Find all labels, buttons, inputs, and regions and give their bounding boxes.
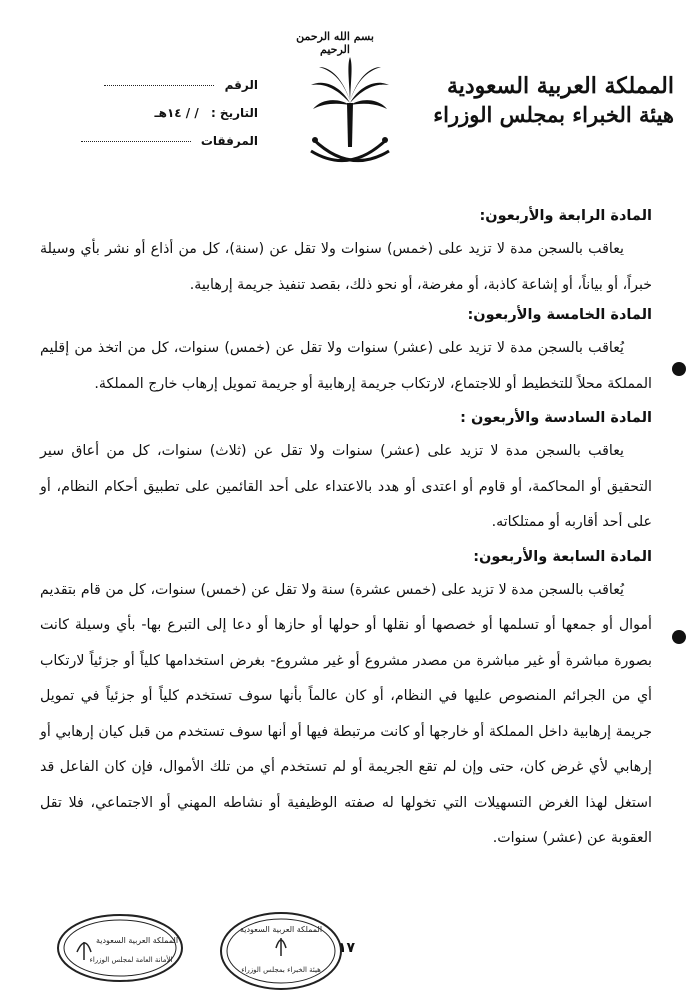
article-45-text: يُعاقب بالسجن مدة لا تزيد على (عشر) سنوات ولا تقل عن (خمس) سنوات، كل من اتخذ من إقليم المملكة محلاً للتخطيط أو للاجتماع، لارتكاب جريمة إرهابية أو جريمة تمويل إرهاب خارج المملكة. [40, 340, 652, 392]
org-country: المملكة العربية السعودية [446, 73, 674, 99]
svg-text:المملكة العربية السعودية: المملكة العربية السعودية [95, 936, 179, 945]
article-47-heading: المادة السابعة والأربعون: [473, 548, 652, 565]
attachments-label: المرفقات [200, 134, 258, 148]
seal-stamp-icon [218, 910, 344, 992]
palm-swords-emblem-icon [305, 55, 395, 175]
attachments-line [81, 141, 191, 142]
article-44-heading: المادة الرابعة والأربعون: [479, 208, 652, 224]
ref-row [58, 78, 258, 106]
article-45-heading: المادة الخامسة والأربعون: [467, 307, 652, 323]
article-44-text: يعاقب بالسجن مدة لا تزيد على (خمس) سنوات ولا تقل عن (سنة)، كل من أذاع أو نشر بأي وسيلة خبراً، أو بياناً، أو إشاعة كاذبة، أو مغرضة، أو نحو ذلك، بقصد تنفيذ جريمة إرهابية. [40, 241, 652, 293]
date-format: / / ١٤هـ [154, 106, 199, 120]
date-row [58, 106, 258, 134]
organization-name [414, 72, 674, 130]
article-46-heading: المادة السادسة والأربعون : [460, 410, 652, 426]
basmala: بسم الله الرحمن الرحيم [296, 30, 374, 56]
letter-meta [58, 78, 258, 162]
article-46-text: يعاقب بالسجن مدة لا تزيد على (عشر) سنوات ولا تقل عن (ثلاث) سنوات، كل من أعاق سير التحقيق أو المحاكمة، أو قاوم أو اعتدى أو هدد بالاعتداء على أحد القائمين على تطبيق أحكام النظام، أو على أحد أقاربه أو ممتلكاته. [40, 443, 652, 530]
svg-text:المملكة العربية السعودية: المملكة العربية السعودية [239, 925, 323, 934]
seal-stamp-icon [55, 912, 185, 984]
article-47-text: يُعاقب بالسجن مدة لا تزيد على (خمس عشرة) سنة ولا تقل عن (خمس) سنوات، كل من قام بتقديم أموال أو جمعها أو تسلمها أو خصصها أو نقلها أو حولها أو حازها أو دعا إلى التبرع بها- بأي وسيلة كانت بصورة مباشرة أو غير مباشرة من مصدر مشروع أو غير مشروع- بغرض استخدامها كلياً أو جزئياً لارتكاب أي من الجرائم المنصوص عليها في النظام، أو كان عالماً بأنها سوف تستخدم كلياً أو جزئياً في تمويل جريمة إرهابية داخل المملكة أو خارجها أو كانت مرتبطة فيها أو أنها سوف تستخدم من قبل كيان إرهابي أو إرهابي لأي غرض كان، حتى وإن لم تقع الجريمة أو لم تستخدم أي من تلك الأموال، فإن كان الفاعل قد استغل لهذا الغرض التسهيلات التي تخولها له صفته الوظيفية أو نشاطه المهني أو الاجتماعي، فلا تقل العقوبة عن (عشر) سنوات. [40, 581, 652, 846]
date-label: التاريخ : [210, 106, 258, 120]
punch-hole [672, 362, 686, 376]
ref-line [104, 85, 214, 86]
attachments-row [58, 134, 258, 162]
svg-text:هيئة الخبراء بمجلس الوزراء: هيئة الخبراء بمجلس الوزراء [241, 966, 321, 974]
page-number: ١٧ [338, 940, 356, 956]
punch-hole [672, 630, 686, 644]
document-body [40, 204, 652, 861]
ref-label: الرقم [224, 78, 258, 92]
org-authority: هيئة الخبراء بمجلس الوزراء [433, 102, 674, 127]
svg-text:الأمانة العامة لمجلس الوزراء: الأمانة العامة لمجلس الوزراء [89, 956, 173, 964]
